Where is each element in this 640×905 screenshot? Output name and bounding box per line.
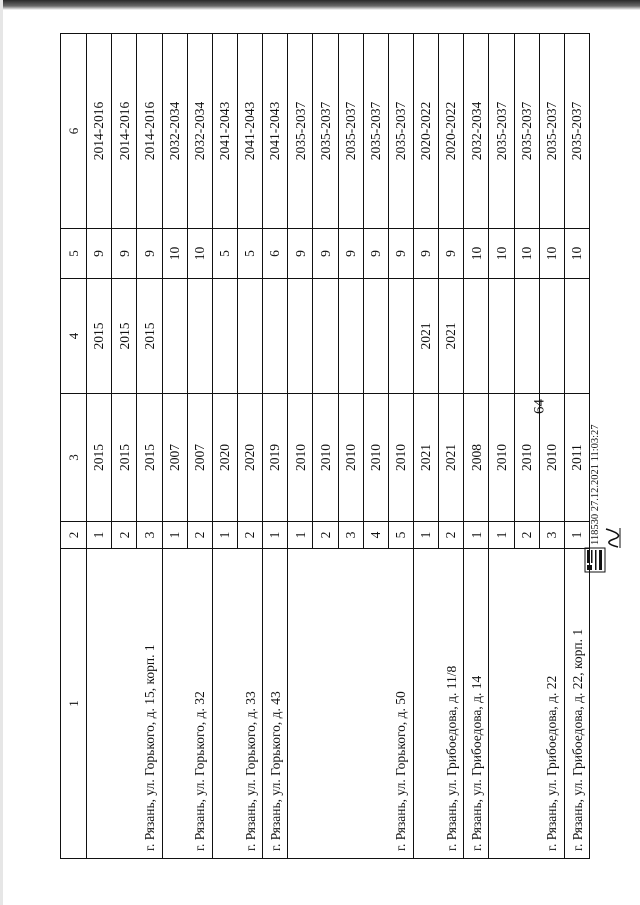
address-cell: г. Рязань, ул. Грибоедова, д. 22 (489, 549, 564, 859)
col-4-year-cell (313, 279, 338, 394)
col-4-year-cell: 2015 (137, 279, 162, 394)
col-4-year-cell (464, 279, 489, 394)
entrance-number-cell: 1 (288, 522, 313, 549)
col-4-year-cell (187, 279, 212, 394)
col-4-year-cell: 2015 (112, 279, 137, 394)
scan-left-edge (0, 0, 3, 905)
col-3-year-cell: 2010 (338, 394, 363, 522)
col-5-value-cell: 9 (313, 229, 338, 279)
entrance-number-cell: 2 (237, 522, 262, 549)
address-cell: г. Рязань, ул. Горького, д. 15, корп. 1 (87, 549, 162, 859)
col-5-value-cell: 9 (288, 229, 313, 279)
col-6-period-cell: 2035-2037 (539, 34, 564, 229)
address-cell: г. Рязань, ул. Горького, д. 43 (263, 549, 288, 859)
col-3-year-cell: 2011 (564, 394, 589, 522)
table-row (288, 34, 313, 859)
col-4-year-cell: 2021 (439, 279, 464, 394)
scan-top-border (0, 0, 640, 10)
col-6-period-cell: 2035-2037 (363, 34, 388, 229)
table-row (212, 34, 237, 859)
document-footer (582, 243, 626, 573)
entrance-number-cell: 2 (313, 522, 338, 549)
col-4-year-cell (162, 279, 187, 394)
col-5-value-cell: 10 (539, 229, 564, 279)
header-col-6: 6 (61, 34, 87, 229)
entrance-number-cell: 1 (263, 522, 288, 549)
col-4-year-cell (514, 279, 539, 394)
col-6-period-cell: 2041-2043 (237, 34, 262, 229)
table-row (464, 34, 489, 859)
entrance-number-cell: 3 (338, 522, 363, 549)
col-3-year-cell: 2007 (187, 394, 212, 522)
col-4-year-cell (263, 279, 288, 394)
col-6-period-cell: 2020-2022 (413, 34, 438, 229)
col-5-value-cell: 10 (564, 229, 589, 279)
col-6-period-cell: 2041-2043 (263, 34, 288, 229)
col-3-year-cell: 2010 (539, 394, 564, 522)
registration-stamp: 118530 27.12.2021 11:03:27 (590, 424, 601, 545)
col-3-year-cell: 2010 (388, 394, 413, 522)
signature-mark-icon (598, 525, 624, 551)
col-5-value-cell: 5 (237, 229, 262, 279)
header-col-3: 3 (61, 394, 87, 522)
col-6-period-cell: 2035-2037 (564, 34, 589, 229)
col-4-year-cell (237, 279, 262, 394)
col-4-year-cell (489, 279, 514, 394)
col-3-year-cell: 2015 (112, 394, 137, 522)
col-5-value-cell: 10 (464, 229, 489, 279)
col-5-value-cell: 10 (489, 229, 514, 279)
col-6-period-cell: 2032-2034 (464, 34, 489, 229)
header-row (61, 34, 87, 859)
col-6-period-cell: 2020-2022 (439, 34, 464, 229)
table-container (60, 34, 590, 859)
page-number: 64 (531, 399, 548, 414)
col-4-year-cell (539, 279, 564, 394)
col-5-value-cell: 6 (263, 229, 288, 279)
col-3-year-cell: 2010 (313, 394, 338, 522)
col-3-year-cell: 2008 (464, 394, 489, 522)
col-6-period-cell: 2014-2016 (87, 34, 112, 229)
entrance-number-cell: 1 (464, 522, 489, 549)
col-5-value-cell: 9 (87, 229, 112, 279)
col-5-value-cell: 9 (363, 229, 388, 279)
col-5-value-cell: 9 (338, 229, 363, 279)
col-4-year-cell (338, 279, 363, 394)
entrance-number-cell: 1 (564, 522, 589, 549)
col-3-year-cell: 2020 (237, 394, 262, 522)
entrance-number-cell: 3 (137, 522, 162, 549)
col-5-value-cell: 5 (212, 229, 237, 279)
col-5-value-cell: 10 (514, 229, 539, 279)
table-row (162, 34, 187, 859)
entrance-number-cell: 2 (439, 522, 464, 549)
header-col-4: 4 (61, 279, 87, 394)
address-cell: г. Рязань, ул. Горького, д. 33 (212, 549, 262, 859)
address-cell: г. Рязань, ул. Грибоедова, д. 22, корп. 1 (564, 549, 589, 859)
entrance-number-cell: 2 (112, 522, 137, 549)
table-row (413, 34, 438, 859)
col-3-year-cell: 2020 (212, 394, 237, 522)
col-6-period-cell: 2035-2037 (313, 34, 338, 229)
entrance-number-cell: 1 (162, 522, 187, 549)
entrance-number-cell: 2 (514, 522, 539, 549)
col-3-year-cell: 2019 (263, 394, 288, 522)
col-6-period-cell: 2035-2037 (489, 34, 514, 229)
table-row (263, 34, 288, 859)
header-col-2: 2 (61, 522, 87, 549)
col-3-year-cell: 2010 (363, 394, 388, 522)
col-3-year-cell: 2010 (489, 394, 514, 522)
entrance-number-cell: 1 (212, 522, 237, 549)
entrance-number-cell: 2 (187, 522, 212, 549)
schedule-table (60, 33, 590, 859)
col-5-value-cell: 10 (187, 229, 212, 279)
col-3-year-cell: 2021 (413, 394, 438, 522)
col-4-year-cell (288, 279, 313, 394)
col-6-period-cell: 2035-2037 (388, 34, 413, 229)
col-4-year-cell (388, 279, 413, 394)
col-5-value-cell: 9 (388, 229, 413, 279)
address-cell: г. Рязань, ул. Грибоедова, д. 14 (464, 549, 489, 859)
col-3-year-cell: 2021 (439, 394, 464, 522)
address-cell: г. Рязань, ул. Горького, д. 50 (288, 549, 414, 859)
col-3-year-cell: 2010 (288, 394, 313, 522)
entrance-number-cell: 5 (388, 522, 413, 549)
col-5-value-cell: 9 (112, 229, 137, 279)
col-6-period-cell: 2035-2037 (288, 34, 313, 229)
entrance-number-cell: 1 (87, 522, 112, 549)
col-5-value-cell: 9 (137, 229, 162, 279)
entrance-number-cell: 4 (363, 522, 388, 549)
col-5-value-cell: 10 (162, 229, 187, 279)
col-6-period-cell: 2014-2016 (137, 34, 162, 229)
entrance-number-cell: 1 (489, 522, 514, 549)
entrance-number-cell: 1 (413, 522, 438, 549)
col-6-period-cell: 2035-2037 (338, 34, 363, 229)
address-cell: г. Рязань, ул. Горького, д. 32 (162, 549, 212, 859)
col-6-period-cell: 2032-2034 (187, 34, 212, 229)
col-3-year-cell: 2015 (137, 394, 162, 522)
entrance-number-cell: 3 (539, 522, 564, 549)
table-row (489, 34, 514, 859)
header-col-5: 5 (61, 229, 87, 279)
header-col-1: 1 (61, 549, 87, 859)
col-3-year-cell: 2010 (514, 394, 539, 522)
col-3-year-cell: 2015 (87, 394, 112, 522)
table-body (61, 34, 590, 859)
table-row (87, 34, 112, 859)
col-6-period-cell: 2032-2034 (162, 34, 187, 229)
col-3-year-cell: 2007 (162, 394, 187, 522)
address-cell: г. Рязань, ул. Грибоедова, д. 11/8 (413, 549, 463, 859)
col-4-year-cell (363, 279, 388, 394)
col-4-year-cell: 2015 (87, 279, 112, 394)
col-6-period-cell: 2041-2043 (212, 34, 237, 229)
col-4-year-cell (212, 279, 237, 394)
col-5-value-cell: 9 (439, 229, 464, 279)
col-6-period-cell: 2035-2037 (514, 34, 539, 229)
col-5-value-cell: 9 (413, 229, 438, 279)
col-4-year-cell: 2021 (413, 279, 438, 394)
col-6-period-cell: 2014-2016 (112, 34, 137, 229)
